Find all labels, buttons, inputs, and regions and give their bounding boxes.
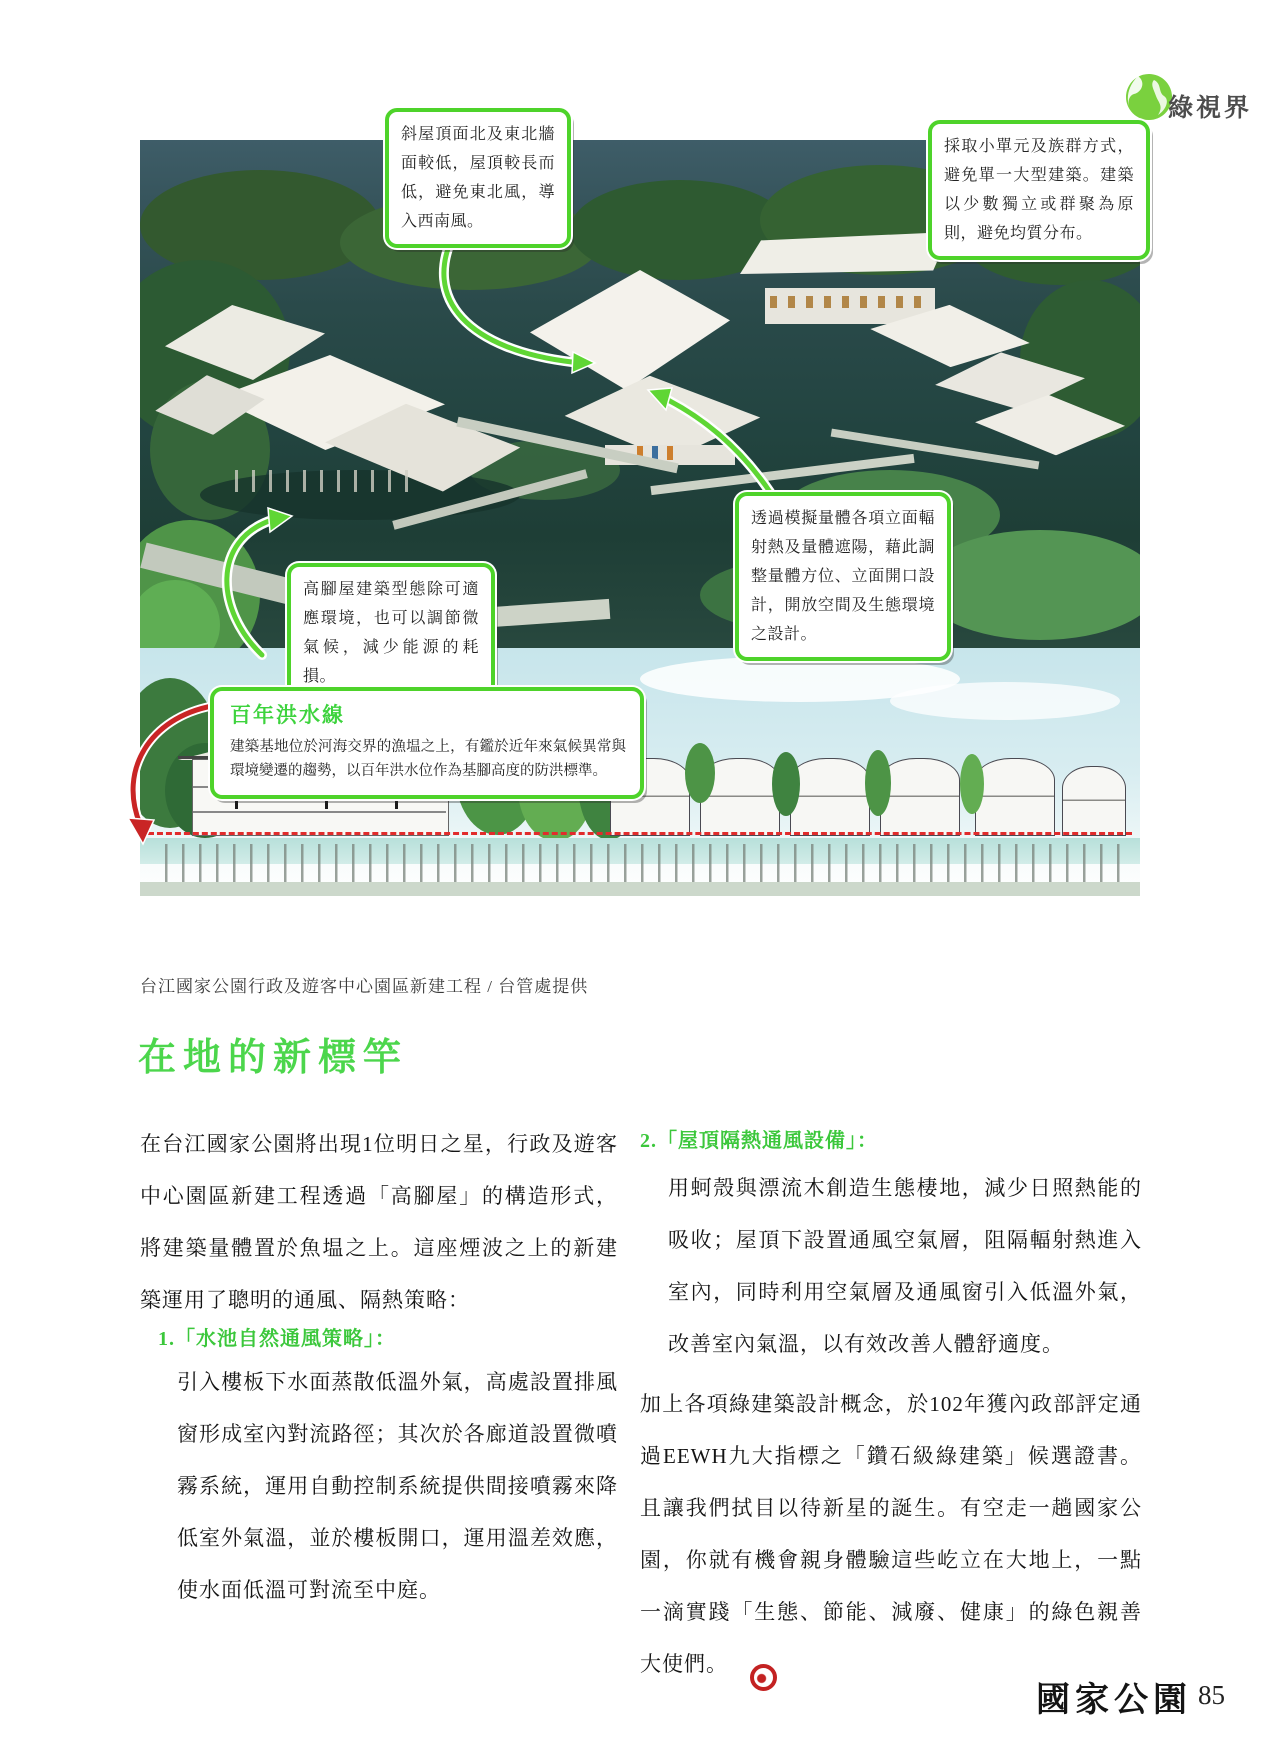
flood-callout-title: 百年洪水線 — [230, 703, 345, 727]
seabed-band — [140, 882, 1140, 896]
article-end-mark-icon — [750, 1664, 777, 1691]
person-silhouette — [395, 801, 398, 809]
intro-paragraph: 在台江國家公園將出現1位明日之星，行政及遊客中心園區新建工程透過「高腳屋」的構造形式，將建築量體置於魚塭之上。這座煙波之上的新建築運用了聰明的通風、隔熱策略： — [140, 1132, 618, 1312]
section-building — [790, 758, 870, 836]
tree-cluster — [772, 752, 800, 816]
callout-flood-line — [210, 687, 644, 799]
callout-cluster-layout — [928, 120, 1150, 260]
section-label: 綠視界 — [1168, 94, 1253, 122]
callout-stilt-house — [287, 563, 495, 703]
strategy-2-body: 用蚵殼與漂流木創造生態棲地，減少日照熱能的吸收；屋頂下設置通風空氣層，阻隔輻射熱進入室內，同時利用空氣層及通風窗引入低溫外氣，改善室內氣溫，以有效改善人體舒適度。 — [668, 1176, 1142, 1356]
callout-roof-design — [385, 108, 571, 248]
callout-text: 斜屋頂面北及東北牆面較低，屋頂較長而低，避免東北風，導入西南風。 — [401, 126, 555, 230]
callout-text: 高腳屋建築型態除可適應環境，也可以調節微氣候，減少能源的耗損。 — [303, 581, 479, 685]
flood-callout-body: 建築基地位於河海交界的漁塭之上，有鑑於近年來氣候異常與環境變遷的趨勢，以百年洪水位作為基腳高度的防洪標準。 — [230, 739, 626, 779]
page-number: 85 — [1198, 1680, 1225, 1710]
building-roof — [530, 270, 730, 390]
tree-cluster — [685, 743, 715, 803]
tree-cluster — [865, 750, 891, 816]
foundation-piles — [165, 844, 1120, 886]
article-heading: 在地的新標竿 — [138, 1037, 409, 1079]
callout-text: 透過模擬量體各項立面輻射熱及量體遮陽，藉此調整量體方位、立面開口設計，開放空間及生態環境之設計。 — [751, 510, 935, 643]
strategy-2-title: 2.「屋頂隔熱通風設備」： — [640, 1130, 878, 1152]
section-building — [975, 758, 1055, 836]
section-building — [880, 758, 960, 836]
section-floor-line — [193, 811, 446, 813]
tree-cluster — [960, 754, 984, 814]
magazine-logo: 國家公園 — [1036, 1682, 1192, 1719]
window-strip — [770, 296, 928, 308]
person-silhouette — [235, 801, 238, 809]
cloud — [890, 682, 1120, 720]
callout-text: 採取小單元及族群方式，避免單一大型建築。建築以少數獨立或群聚為原則，避免均質分布。 — [944, 138, 1134, 242]
callout-massing-simulation — [735, 492, 951, 661]
flood-line — [148, 832, 1132, 835]
strategy-1-body: 引入樓板下水面蒸散低溫外氣，高處設置排風窗形成室內對流路徑；其次於各廊道設置微噴霧系統，運用自動控制系統提供間接噴霧來降低室外氣溫，並於樓板開口，運用溫差效應，使水面低溫可對流至中庭。 — [177, 1370, 618, 1602]
marsh-patch — [920, 530, 1140, 640]
door-panel — [667, 446, 673, 460]
person-silhouette — [325, 801, 328, 809]
globe-icon — [1124, 72, 1174, 122]
section-building — [1062, 766, 1126, 836]
strategy-1-title: 1.「水池自然通風策略」： — [158, 1328, 396, 1350]
stilts — [235, 470, 415, 492]
image-caption: 台江國家公園行政及遊客中心園區新建工程 / 台管處提供 — [140, 977, 589, 996]
closing-paragraph: 加上各項綠建築設計概念，於102年獲內政部評定通過EEWH九大指標之「鑽石級綠建築」候選證書。且讓我們拭目以待新星的誕生。有空走一趟國家公園，你就有機會親身體驗這些屹立在大地上，一點一滴實踐「生態、節能、減廢、健康」的綠色親善大使們。 — [640, 1392, 1142, 1676]
